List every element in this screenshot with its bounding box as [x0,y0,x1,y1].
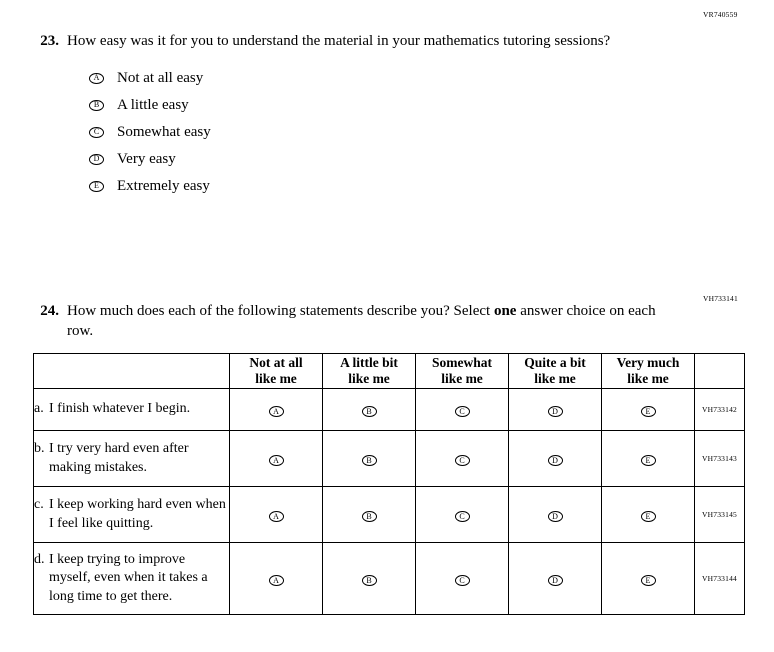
matrix-cell-a-3[interactable] [416,389,509,431]
radio-bubble-d-icon[interactable]: D [89,154,104,165]
matrix-header-col-4-line2: like me [534,371,576,386]
question-23-options [89,65,673,200]
radio-bubble-b-icon[interactable]: B [362,511,377,522]
matrix-header-col-5-line2: like me [627,371,669,386]
table-row [34,543,745,615]
matrix-row-c-letter: c. [34,497,44,513]
matrix-cell-c-3[interactable] [416,487,509,543]
matrix-row-d-text: I keep trying to improve myself, even when it takes a long time to get there. [49,552,208,604]
matrix-cell-b-2[interactable] [323,431,416,487]
option-q23-4-label: Very easy [117,151,176,168]
matrix-header-col-5-line1: Very much [616,355,680,371]
matrix-cell-b-5[interactable] [602,431,695,487]
radio-bubble-e-icon[interactable]: E [641,406,656,417]
question-24-text-emphasis: one [493,303,517,319]
matrix-row-a-code: VH733142 [695,389,745,431]
radio-bubble-d-icon[interactable]: D [548,575,563,586]
option-q23-5-label: Extremely easy [117,178,210,195]
matrix-row-b-stem [34,431,230,487]
matrix-cell-a-2[interactable] [323,389,416,431]
matrix-cell-c-1[interactable] [230,487,323,543]
option-q23-1[interactable] [89,65,673,92]
radio-bubble-d-icon[interactable]: D [548,455,563,466]
matrix-header-col-2 [323,354,416,389]
radio-bubble-c-icon[interactable]: C [455,406,470,417]
table-row [34,389,745,431]
matrix-header-col-3-line1: Somewhat [432,355,492,371]
table-row [34,431,745,487]
matrix-cell-a-5[interactable] [602,389,695,431]
matrix-cell-c-4[interactable] [509,487,602,543]
question-24-text [67,301,662,342]
radio-bubble-a-icon[interactable]: A [269,406,284,417]
matrix-cell-a-1[interactable] [230,389,323,431]
table-row [34,487,745,543]
matrix-header-col-3-line2: like me [441,371,483,386]
option-q23-1-label: Not at all easy [117,70,204,87]
question-24 [33,301,673,342]
matrix-header-col-5 [602,354,695,389]
matrix-cell-c-5[interactable] [602,487,695,543]
question-24-text-part2: answer choice on each row. [67,303,656,340]
matrix-row-d-code: VH733144 [695,543,745,615]
question-24-number: 24. [40,303,59,319]
matrix-row-c-text: I keep working hard even when I feel like quitting. [49,497,226,531]
matrix-row-a-text: I finish whatever I begin. [49,401,191,417]
matrix-header-code [695,354,745,389]
radio-bubble-a-icon[interactable]: A [269,575,284,586]
question-23-number: 23. [40,33,59,49]
matrix-row-c-stem [34,487,230,543]
matrix-row-b-text: I try very hard even after making mistakes. [49,441,189,475]
matrix-header-col-2-line2: like me [348,371,390,386]
radio-bubble-e-icon[interactable]: E [641,575,656,586]
matrix-header-row [34,354,745,389]
radio-bubble-c-icon[interactable]: C [89,127,104,138]
radio-bubble-b-icon[interactable]: B [89,100,104,111]
matrix-cell-d-4[interactable] [509,543,602,615]
option-q23-5[interactable] [89,173,673,200]
radio-bubble-a-icon[interactable]: A [269,511,284,522]
matrix-header-blank [34,354,230,389]
matrix-header-col-4-line1: Quite a bit [524,355,586,371]
radio-bubble-e-icon[interactable]: E [89,181,104,192]
question-24-text-part1: How much does each of the following statements describe you? Select [67,303,494,319]
item-code-q24: VH733141 [703,294,738,303]
matrix-row-b-code: VH733143 [695,431,745,487]
radio-bubble-d-icon[interactable]: D [548,511,563,522]
matrix-header-col-1 [230,354,323,389]
matrix-header-col-1-line1: Not at all [249,355,303,371]
matrix-header-col-2-line1: A little bit [340,355,398,371]
matrix-row-d-stem [34,543,230,615]
radio-bubble-e-icon[interactable]: E [641,511,656,522]
question-23 [33,31,673,200]
question-24-matrix [33,353,745,615]
matrix-cell-b-1[interactable] [230,431,323,487]
radio-bubble-c-icon[interactable]: C [455,575,470,586]
radio-bubble-c-icon[interactable]: C [455,511,470,522]
matrix-row-a-stem [34,389,230,431]
matrix-cell-d-2[interactable] [323,543,416,615]
matrix-row-a-letter: a. [34,401,44,417]
matrix-row-d-letter: d. [34,552,45,568]
radio-bubble-a-icon[interactable]: A [89,73,104,84]
radio-bubble-a-icon[interactable]: A [269,455,284,466]
matrix-cell-d-5[interactable] [602,543,695,615]
radio-bubble-c-icon[interactable]: C [455,455,470,466]
matrix-row-c-code: VH733145 [695,487,745,543]
matrix-cell-b-4[interactable] [509,431,602,487]
item-code-q23: VR740559 [703,10,738,19]
radio-bubble-b-icon[interactable]: B [362,406,377,417]
matrix-cell-a-4[interactable] [509,389,602,431]
matrix-header-col-3 [416,354,509,389]
matrix-cell-b-3[interactable] [416,431,509,487]
matrix-header-col-1-line2: like me [255,371,297,386]
option-q23-2-label: A little easy [117,97,189,114]
matrix-cell-d-3[interactable] [416,543,509,615]
matrix-row-b-letter: b. [34,441,45,457]
matrix-cell-c-2[interactable] [323,487,416,543]
matrix-header-col-4 [509,354,602,389]
question-23-text: How easy was it for you to understand the material in your mathematics tutoring sessions? [67,33,611,49]
option-q23-3-label: Somewhat easy [117,124,211,141]
option-q23-2[interactable] [89,92,673,119]
radio-bubble-b-icon[interactable]: B [362,455,377,466]
radio-bubble-d-icon[interactable]: D [548,406,563,417]
matrix-cell-d-1[interactable] [230,543,323,615]
radio-bubble-b-icon[interactable]: B [362,575,377,586]
option-q23-3[interactable] [89,119,673,146]
radio-bubble-e-icon[interactable]: E [641,455,656,466]
option-q23-4[interactable] [89,146,673,173]
